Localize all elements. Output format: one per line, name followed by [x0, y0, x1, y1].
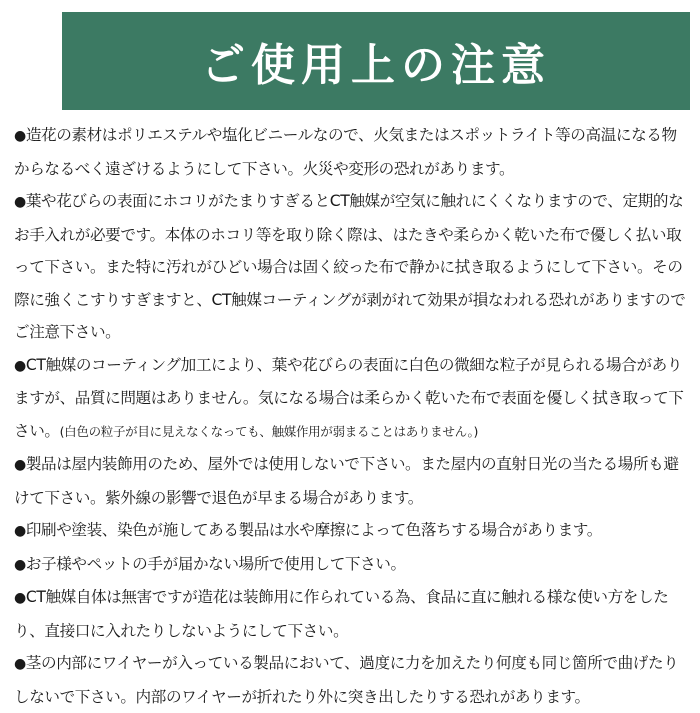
note-text: 造花の素材はポリエステルや塩化ビニールなので、火気またはスポットライト等の高温になる物からなるべく遠ざけるようにして下さい。火災や変形の恐れがあります。 — [14, 126, 677, 178]
note-white-particles — [14, 349, 690, 449]
notes-list — [14, 119, 690, 713]
note-indoor-use — [14, 448, 690, 514]
note-food-contact — [14, 581, 690, 647]
note-children-pets — [14, 548, 690, 582]
note-text: 製品は屋内装飾用のため、屋外では使用しないで下さい。また屋内の直射日光の当たる場所も避けて下さい。紫外線の影響で退色が早まる場合があります。 — [14, 455, 679, 507]
note-text: お子様やペットの手が届かない場所で使用して下さい。 — [25, 554, 406, 573]
header-banner — [62, 12, 690, 110]
note-text: CT触媒自体は無害ですが造花は装飾用に作られている為、食品に直に触れる様な使い方をしたり、直接口に入れたりしないようにして下さい。 — [14, 588, 669, 640]
note-wire-stem — [14, 647, 690, 713]
bullet-icon: ● — [14, 194, 26, 210]
note-dust-care — [14, 185, 690, 349]
bullet-icon: ● — [14, 556, 26, 573]
note-text: 印刷や塗装、染色が施してある製品は水や摩擦によって色落ちする場合があります。 — [25, 521, 602, 539]
bullet-icon: ● — [14, 357, 26, 374]
note-text: 葉や花びらの表面にホコリがたまりすぎるとCT触媒が空気に触れにくくなりますので、定期的なお手入れが必要です。本体のホコリ等を取り除く際は、はたきや柔らかく乾いた布で優しく払い取って下さい。また特に汚れがひどい場合は固く絞った布で静かに拭き取るようにして下さい。その際に強くこすりすぎますと、CT触媒コーティングが剥がれて効果が損なわれる恐れがありますのでご注意下さい。 — [14, 192, 686, 341]
note-small-text: (白色の粒子が目に見えなくなっても、触媒作用が弱まることはありません。) — [59, 423, 479, 439]
bullet-icon: ● — [14, 457, 26, 473]
note-color-fading — [14, 514, 690, 548]
note-fire-hazard — [14, 119, 690, 185]
page-title: ご使用上の注意 — [201, 40, 551, 91]
note-text: CT触媒のコーティング加工により、葉や花びらの表面に白色の微細な粒子が見られる場合がありますが、品質に問題はありません。気になる場合は柔らかく乾いた布で表面を優しく拭き取って下さい。 — [14, 355, 684, 440]
bullet-icon: ● — [14, 128, 26, 144]
bullet-icon: ● — [14, 523, 26, 539]
note-text: 茎の内部にワイヤーが入っている製品において、過度に力を加えたり何度も同じ箇所で曲げたりしないで下さい。内部のワイヤーが折れたり外に突き出したりする恐れがあります。 — [14, 654, 679, 706]
bullet-icon: ● — [14, 656, 26, 672]
bullet-icon: ● — [14, 590, 26, 606]
